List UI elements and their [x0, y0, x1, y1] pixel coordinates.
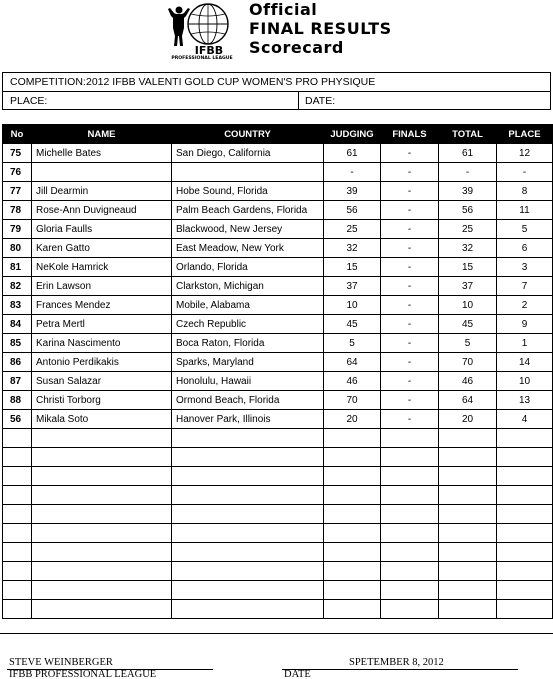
empty-cell — [439, 600, 497, 619]
competition-label: COMPETITION: — [10, 76, 86, 88]
empty-cell — [32, 562, 172, 581]
empty-cell — [32, 429, 172, 448]
cell-name: Susan Salazar — [32, 372, 172, 391]
empty-table-row — [3, 429, 553, 448]
cell-finals: - — [381, 277, 439, 296]
empty-cell — [497, 581, 553, 600]
empty-table-row — [3, 448, 553, 467]
empty-cell — [324, 600, 381, 619]
cell-name: Jill Dearmin — [32, 182, 172, 201]
cell-judging: 15 — [324, 258, 381, 277]
column-header-name: NAME — [32, 125, 172, 144]
cell-judging: 70 — [324, 391, 381, 410]
cell-finals: - — [381, 163, 439, 182]
cell-total: 32 — [439, 239, 497, 258]
cell-number: 75 — [3, 144, 32, 163]
place-label: PLACE: — [10, 95, 48, 107]
scorecard-title — [249, 0, 392, 57]
table-row — [3, 201, 553, 220]
signer-org: IFBB PROFESSIONAL LEAGUE — [9, 669, 157, 679]
empty-cell — [324, 524, 381, 543]
empty-table-row — [3, 581, 553, 600]
empty-table-row — [3, 505, 553, 524]
cell-number: 79 — [3, 220, 32, 239]
empty-cell — [439, 486, 497, 505]
cell-total: 15 — [439, 258, 497, 277]
cell-judging: 37 — [324, 277, 381, 296]
cell-judging: 32 — [324, 239, 381, 258]
empty-cell — [324, 448, 381, 467]
cell-place: 12 — [497, 144, 553, 163]
cell-judging: 5 — [324, 334, 381, 353]
empty-cell — [324, 486, 381, 505]
cell-country: San Diego, California — [172, 144, 324, 163]
cell-finals: - — [381, 201, 439, 220]
cell-total: 45 — [439, 315, 497, 334]
empty-table-row — [3, 543, 553, 562]
empty-cell — [381, 505, 439, 524]
cell-judging: 56 — [324, 201, 381, 220]
cell-place: 6 — [497, 239, 553, 258]
column-header-finals: FINALS — [381, 125, 439, 144]
table-row — [3, 353, 553, 372]
cell-place: - — [497, 163, 553, 182]
empty-cell — [32, 486, 172, 505]
cell-place: 1 — [497, 334, 553, 353]
cell-total: 70 — [439, 353, 497, 372]
empty-cell — [172, 505, 324, 524]
cell-number: 88 — [3, 391, 32, 410]
empty-table-row — [3, 562, 553, 581]
empty-table-row — [3, 486, 553, 505]
empty-cell — [439, 467, 497, 486]
cell-country: East Meadow, New York — [172, 239, 324, 258]
cell-finals: - — [381, 391, 439, 410]
empty-cell — [497, 505, 553, 524]
empty-cell — [381, 600, 439, 619]
cell-number: 83 — [3, 296, 32, 315]
empty-cell — [172, 467, 324, 486]
table-row — [3, 334, 553, 353]
cell-number: 77 — [3, 182, 32, 201]
empty-cell — [439, 562, 497, 581]
empty-cell — [439, 543, 497, 562]
empty-cell — [172, 448, 324, 467]
cell-judging: 25 — [324, 220, 381, 239]
cell-place: 3 — [497, 258, 553, 277]
table-row — [3, 277, 553, 296]
cell-name: Michelle Bates — [32, 144, 172, 163]
table-header-row — [3, 125, 553, 144]
empty-cell — [3, 448, 32, 467]
cell-number: 86 — [3, 353, 32, 372]
empty-cell — [381, 524, 439, 543]
cell-place: 14 — [497, 353, 553, 372]
empty-cell — [497, 467, 553, 486]
results-table — [2, 124, 553, 619]
table-row — [3, 258, 553, 277]
logo-text: IFBB — [194, 44, 224, 57]
table-row — [3, 372, 553, 391]
cell-country: Orlando, Florida — [172, 258, 324, 277]
table-row — [3, 410, 553, 429]
competition-info-box — [2, 72, 551, 110]
results-body — [3, 144, 553, 619]
empty-cell — [439, 505, 497, 524]
empty-cell — [3, 600, 32, 619]
column-header-place: PLACE — [497, 125, 553, 144]
cell-total: 25 — [439, 220, 497, 239]
date-signature-line — [282, 669, 518, 670]
cell-place: 13 — [497, 391, 553, 410]
cell-total: 46 — [439, 372, 497, 391]
table-row — [3, 220, 553, 239]
empty-cell — [32, 581, 172, 600]
cell-judging: 64 — [324, 353, 381, 372]
table-row — [3, 391, 553, 410]
cell-country: Ormond Beach, Florida — [172, 391, 324, 410]
cell-name: Karina Nascimento — [32, 334, 172, 353]
empty-table-row — [3, 524, 553, 543]
signed-date-label: DATE — [284, 669, 311, 679]
empty-cell — [324, 505, 381, 524]
cell-name: Frances Mendez — [32, 296, 172, 315]
cell-total: 64 — [439, 391, 497, 410]
date-label: DATE: — [305, 95, 336, 107]
cell-place: 10 — [497, 372, 553, 391]
empty-cell — [3, 429, 32, 448]
empty-cell — [32, 467, 172, 486]
empty-cell — [381, 429, 439, 448]
cell-finals: - — [381, 334, 439, 353]
cell-place: 7 — [497, 277, 553, 296]
cell-number: 84 — [3, 315, 32, 334]
column-header-judging: JUDGING — [324, 125, 381, 144]
cell-total: - — [439, 163, 497, 182]
table-row — [3, 315, 553, 334]
cell-place: 5 — [497, 220, 553, 239]
footer-divider — [0, 633, 553, 634]
cell-total: 39 — [439, 182, 497, 201]
cell-number: 78 — [3, 201, 32, 220]
empty-table-row — [3, 600, 553, 619]
empty-cell — [172, 486, 324, 505]
empty-cell — [497, 600, 553, 619]
cell-name: Petra Mertl — [32, 315, 172, 334]
logo-subtext: PROFESSIONAL LEAGUE — [171, 56, 233, 60]
empty-cell — [3, 505, 32, 524]
cell-total: 37 — [439, 277, 497, 296]
empty-cell — [439, 524, 497, 543]
cell-country: Czech Republic — [172, 315, 324, 334]
cell-total: 61 — [439, 144, 497, 163]
empty-cell — [439, 429, 497, 448]
cell-name: Gloria Faulls — [32, 220, 172, 239]
empty-cell — [32, 543, 172, 562]
competition-row — [3, 73, 550, 92]
cell-name: Antonio Perdikakis — [32, 353, 172, 372]
cell-place: 2 — [497, 296, 553, 315]
empty-cell — [324, 467, 381, 486]
cell-judging: 20 — [324, 410, 381, 429]
cell-total: 10 — [439, 296, 497, 315]
cell-country: Clarkston, Michigan — [172, 277, 324, 296]
cell-finals: - — [381, 410, 439, 429]
title-line-2: FINAL RESULTS — [249, 19, 392, 38]
cell-place: 9 — [497, 315, 553, 334]
competition-value: 2012 IFBB VALENTI GOLD CUP WOMEN'S PRO PHYSIQUE — [86, 76, 376, 88]
table-row — [3, 239, 553, 258]
empty-cell — [497, 429, 553, 448]
cell-finals: - — [381, 315, 439, 334]
cell-name: Rose-Ann Duvigneaud — [32, 201, 172, 220]
empty-cell — [381, 467, 439, 486]
empty-cell — [439, 581, 497, 600]
empty-cell — [439, 448, 497, 467]
empty-cell — [3, 562, 32, 581]
empty-cell — [3, 467, 32, 486]
table-row — [3, 144, 553, 163]
empty-cell — [381, 486, 439, 505]
cell-finals: - — [381, 353, 439, 372]
cell-number: 85 — [3, 334, 32, 353]
place-date-row — [3, 92, 550, 110]
cell-total: 5 — [439, 334, 497, 353]
cell-judging: 46 — [324, 372, 381, 391]
cell-number: 80 — [3, 239, 32, 258]
cell-judging: - — [324, 163, 381, 182]
empty-cell — [497, 486, 553, 505]
empty-cell — [32, 448, 172, 467]
cell-number: 81 — [3, 258, 32, 277]
empty-cell — [497, 524, 553, 543]
ifbb-logo — [160, 2, 244, 60]
signer-name: STEVE WEINBERGER — [9, 657, 113, 668]
cell-country — [172, 163, 324, 182]
cell-judging: 61 — [324, 144, 381, 163]
empty-cell — [32, 524, 172, 543]
empty-cell — [324, 562, 381, 581]
cell-country: Hanover Park, Illinois — [172, 410, 324, 429]
empty-cell — [381, 448, 439, 467]
cell-finals: - — [381, 220, 439, 239]
cell-total: 56 — [439, 201, 497, 220]
empty-cell — [172, 524, 324, 543]
empty-cell — [497, 543, 553, 562]
empty-cell — [324, 429, 381, 448]
empty-cell — [324, 543, 381, 562]
empty-cell — [381, 562, 439, 581]
empty-cell — [3, 581, 32, 600]
cell-country: Sparks, Maryland — [172, 353, 324, 372]
empty-cell — [172, 562, 324, 581]
cell-finals: - — [381, 182, 439, 201]
cell-number: 87 — [3, 372, 32, 391]
cell-finals: - — [381, 258, 439, 277]
column-header-country: COUNTRY — [172, 125, 324, 144]
cell-country: Honolulu, Hawaii — [172, 372, 324, 391]
empty-cell — [172, 543, 324, 562]
cell-name — [32, 163, 172, 182]
column-header-no: No — [3, 125, 32, 144]
scorecard-header — [0, 0, 553, 64]
cell-name: Christi Torborg — [32, 391, 172, 410]
cell-place: 8 — [497, 182, 553, 201]
cell-place: 4 — [497, 410, 553, 429]
empty-cell — [497, 448, 553, 467]
cell-name: NeKole Hamrick — [32, 258, 172, 277]
cell-place: 11 — [497, 201, 553, 220]
empty-cell — [324, 581, 381, 600]
cell-total: 20 — [439, 410, 497, 429]
empty-cell — [3, 543, 32, 562]
signed-date-value: SPETEMBER 8, 2012 — [349, 657, 444, 668]
table-row — [3, 182, 553, 201]
empty-cell — [3, 486, 32, 505]
cell-finals: - — [381, 239, 439, 258]
cell-number: 82 — [3, 277, 32, 296]
empty-cell — [172, 600, 324, 619]
cell-country: Hobe Sound, Florida — [172, 182, 324, 201]
empty-cell — [172, 429, 324, 448]
cell-judging: 10 — [324, 296, 381, 315]
empty-cell — [381, 543, 439, 562]
cell-judging: 45 — [324, 315, 381, 334]
empty-cell — [3, 524, 32, 543]
place-date-divider — [298, 92, 299, 110]
cell-country: Boca Raton, Florida — [172, 334, 324, 353]
cell-name: Erin Lawson — [32, 277, 172, 296]
cell-number: 76 — [3, 163, 32, 182]
empty-table-row — [3, 467, 553, 486]
column-header-total: TOTAL — [439, 125, 497, 144]
cell-name: Mikala Soto — [32, 410, 172, 429]
cell-country: Blackwood, New Jersey — [172, 220, 324, 239]
empty-cell — [497, 562, 553, 581]
cell-country: Mobile, Alabama — [172, 296, 324, 315]
cell-finals: - — [381, 296, 439, 315]
empty-cell — [172, 581, 324, 600]
title-line-1: Official — [249, 0, 318, 19]
cell-name: Karen Gatto — [32, 239, 172, 258]
cell-country: Palm Beach Gardens, Florida — [172, 201, 324, 220]
cell-finals: - — [381, 144, 439, 163]
empty-cell — [381, 581, 439, 600]
table-row — [3, 296, 553, 315]
empty-cell — [32, 600, 172, 619]
empty-cell — [32, 505, 172, 524]
cell-number: 56 — [3, 410, 32, 429]
cell-judging: 39 — [324, 182, 381, 201]
table-row — [3, 163, 553, 182]
cell-finals: - — [381, 372, 439, 391]
title-line-3: Scorecard — [249, 38, 344, 57]
